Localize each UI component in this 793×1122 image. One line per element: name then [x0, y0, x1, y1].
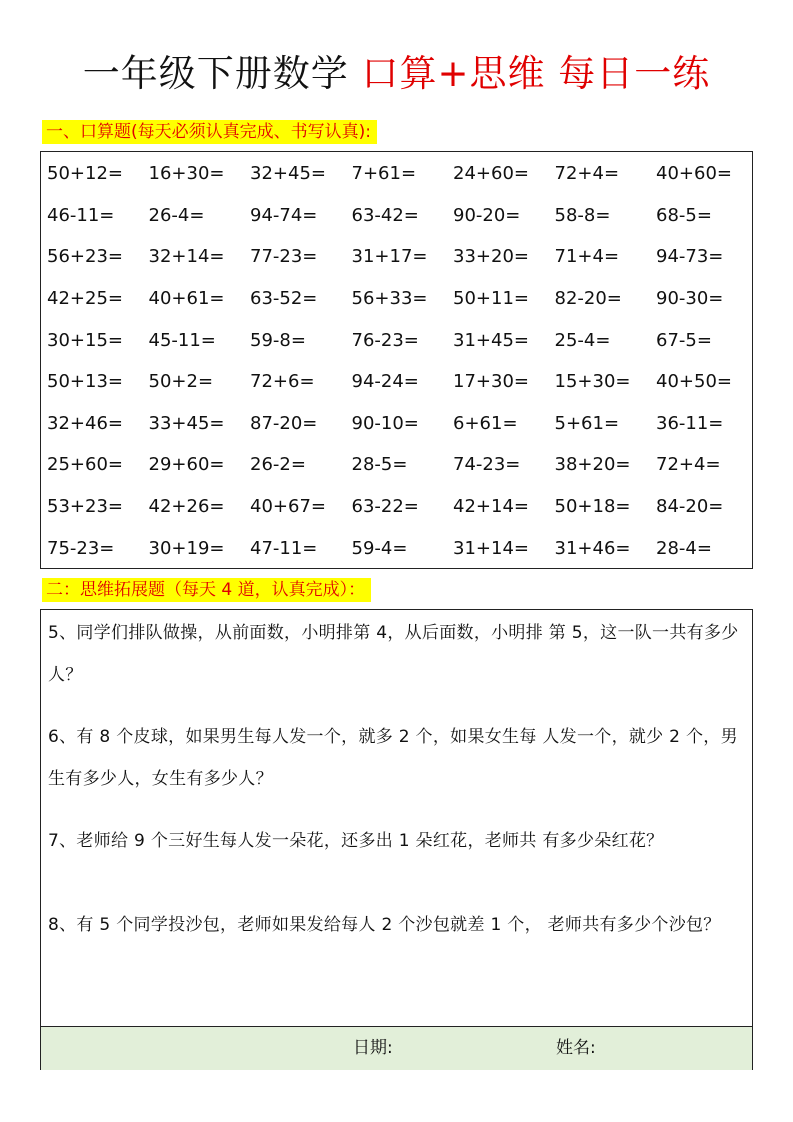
arithmetic-problem: 16+30=: [148, 163, 225, 185]
arithmetic-problem: 94-74=: [250, 204, 318, 226]
arithmetic-problem: 50+11=: [453, 288, 529, 310]
arithmetic-problem: 68-5=: [656, 204, 712, 226]
arithmetic-problem: 29+60=: [148, 454, 225, 476]
arithmetic-problem: 26-4=: [148, 204, 205, 226]
question-5: 5、同学们排队做操，从前面数，小明排第 4，从后面数，小明排 第 5，这一队一共有多少人？: [48, 623, 739, 685]
arithmetic-problem: 15+30=: [554, 371, 631, 393]
title-main: 一年级下册数学: [82, 52, 349, 95]
section-1-heading: 一、口算题(每天必须认真完成、书写认真):: [42, 120, 377, 144]
arithmetic-problem: 90-30=: [656, 288, 724, 310]
arithmetic-problem: 32+46=: [47, 412, 123, 434]
arithmetic-problem: 72+4=: [554, 163, 620, 185]
arithmetic-problem: 7+61=: [351, 163, 417, 185]
arithmetic-problem: 63-22=: [351, 496, 419, 518]
arithmetic-problem: 94-73=: [656, 246, 724, 268]
arithmetic-problem: 40+50=: [656, 371, 732, 393]
arithmetic-problem: 6+61=: [453, 412, 518, 434]
arithmetic-problem: 5+61=: [554, 412, 620, 434]
arithmetic-problem: 74-23=: [453, 454, 521, 476]
arithmetic-problem: 50+12=: [47, 163, 123, 185]
arithmetic-problem: 31+17=: [351, 246, 428, 268]
arithmetic-problem: 56+23=: [47, 246, 123, 268]
footer-bar: [41, 1026, 752, 1070]
section-2-heading: 二：思维拓展题（每天 4 道，认真完成）：: [42, 578, 371, 602]
arithmetic-problem: 50+2=: [148, 371, 214, 393]
arithmetic-problem: 71+4=: [554, 246, 620, 268]
arithmetic-problem: 26-2=: [250, 454, 306, 476]
arithmetic-problem: 25+60=: [47, 454, 123, 476]
arithmetic-problem: 50+13=: [47, 371, 123, 393]
question-7: 7、老师给 9 个三好生每人发一朵花，还多出 1 朵红花，老师共 有多少朵红花？: [48, 831, 664, 851]
arithmetic-problem: 90-10=: [351, 412, 419, 434]
arithmetic-problem: 30+19=: [148, 537, 225, 559]
page-title: [0, 50, 793, 98]
arithmetic-problem: 28-5=: [351, 454, 408, 476]
arithmetic-problem: 40+67=: [250, 496, 326, 518]
arithmetic-problem: 63-42=: [351, 204, 419, 226]
arithmetic-problem: 53+23=: [47, 496, 123, 518]
arithmetic-problem: 47-11=: [250, 537, 318, 559]
thinking-box: [40, 609, 753, 1070]
arithmetic-problem: 58-8=: [554, 204, 611, 226]
arithmetic-problem: 72+4=: [656, 454, 721, 476]
arithmetic-problem: 40+61=: [148, 288, 225, 310]
arithmetic-problem: 72+6=: [250, 371, 315, 393]
name-label: 姓名:: [556, 1038, 596, 1058]
arithmetic-problem: 40+60=: [656, 163, 732, 185]
arithmetic-problem: 25-4=: [554, 329, 611, 351]
question-8: 8、有 5 个同学投沙包，老师如果发给每人 2 个沙包就差 1 个， 老师共有多少个沙包？: [48, 915, 721, 935]
arithmetic-problem: 59-4=: [351, 537, 408, 559]
arithmetic-problem: 42+14=: [453, 496, 529, 518]
arithmetic-problem: 17+30=: [453, 371, 529, 393]
arithmetic-problem: 59-8=: [250, 329, 306, 351]
arithmetic-box: [40, 151, 753, 569]
arithmetic-problem: 75-23=: [47, 537, 115, 559]
arithmetic-problem: 42+25=: [47, 288, 123, 310]
arithmetic-problem: 63-52=: [250, 288, 318, 310]
arithmetic-problem: 31+45=: [453, 329, 529, 351]
arithmetic-problem: 45-11=: [148, 329, 216, 351]
arithmetic-problem: 33+20=: [453, 246, 529, 268]
arithmetic-problem: 67-5=: [656, 329, 712, 351]
arithmetic-problem: 38+20=: [554, 454, 631, 476]
arithmetic-problem: 36-11=: [656, 412, 724, 434]
arithmetic-problem: 56+33=: [351, 288, 428, 310]
arithmetic-problem: 50+18=: [554, 496, 631, 518]
arithmetic-problem: 87-20=: [250, 412, 318, 434]
arithmetic-problem: 33+45=: [148, 412, 225, 434]
arithmetic-problem: 32+14=: [148, 246, 225, 268]
arithmetic-problem: 28-4=: [656, 537, 712, 559]
arithmetic-problem: 24+60=: [453, 163, 529, 185]
arithmetic-problem: 32+45=: [250, 163, 326, 185]
arithmetic-problem: 90-20=: [453, 204, 521, 226]
arithmetic-problem: 31+14=: [453, 537, 529, 559]
arithmetic-problem: 76-23=: [351, 329, 419, 351]
arithmetic-problem: 82-20=: [554, 288, 622, 310]
arithmetic-problem: 84-20=: [656, 496, 724, 518]
question-6: 6、有 8 个皮球，如果男生每人发一个，就多 2 个，如果女生每 人发一个，就少 2 个，男生有多少人，女生有多少人？: [48, 727, 738, 789]
arithmetic-problem: 30+15=: [47, 329, 123, 351]
arithmetic-problem: 31+46=: [554, 537, 631, 559]
arithmetic-problem: 46-11=: [47, 204, 115, 226]
arithmetic-problem: 77-23=: [250, 246, 318, 268]
arithmetic-grid: [47, 152, 753, 568]
title-highlight: 口算+思维 每日一练: [361, 52, 711, 95]
arithmetic-problem: 42+26=: [148, 496, 225, 518]
date-label: 日期:: [353, 1038, 393, 1058]
arithmetic-problem: 94-24=: [351, 371, 419, 393]
